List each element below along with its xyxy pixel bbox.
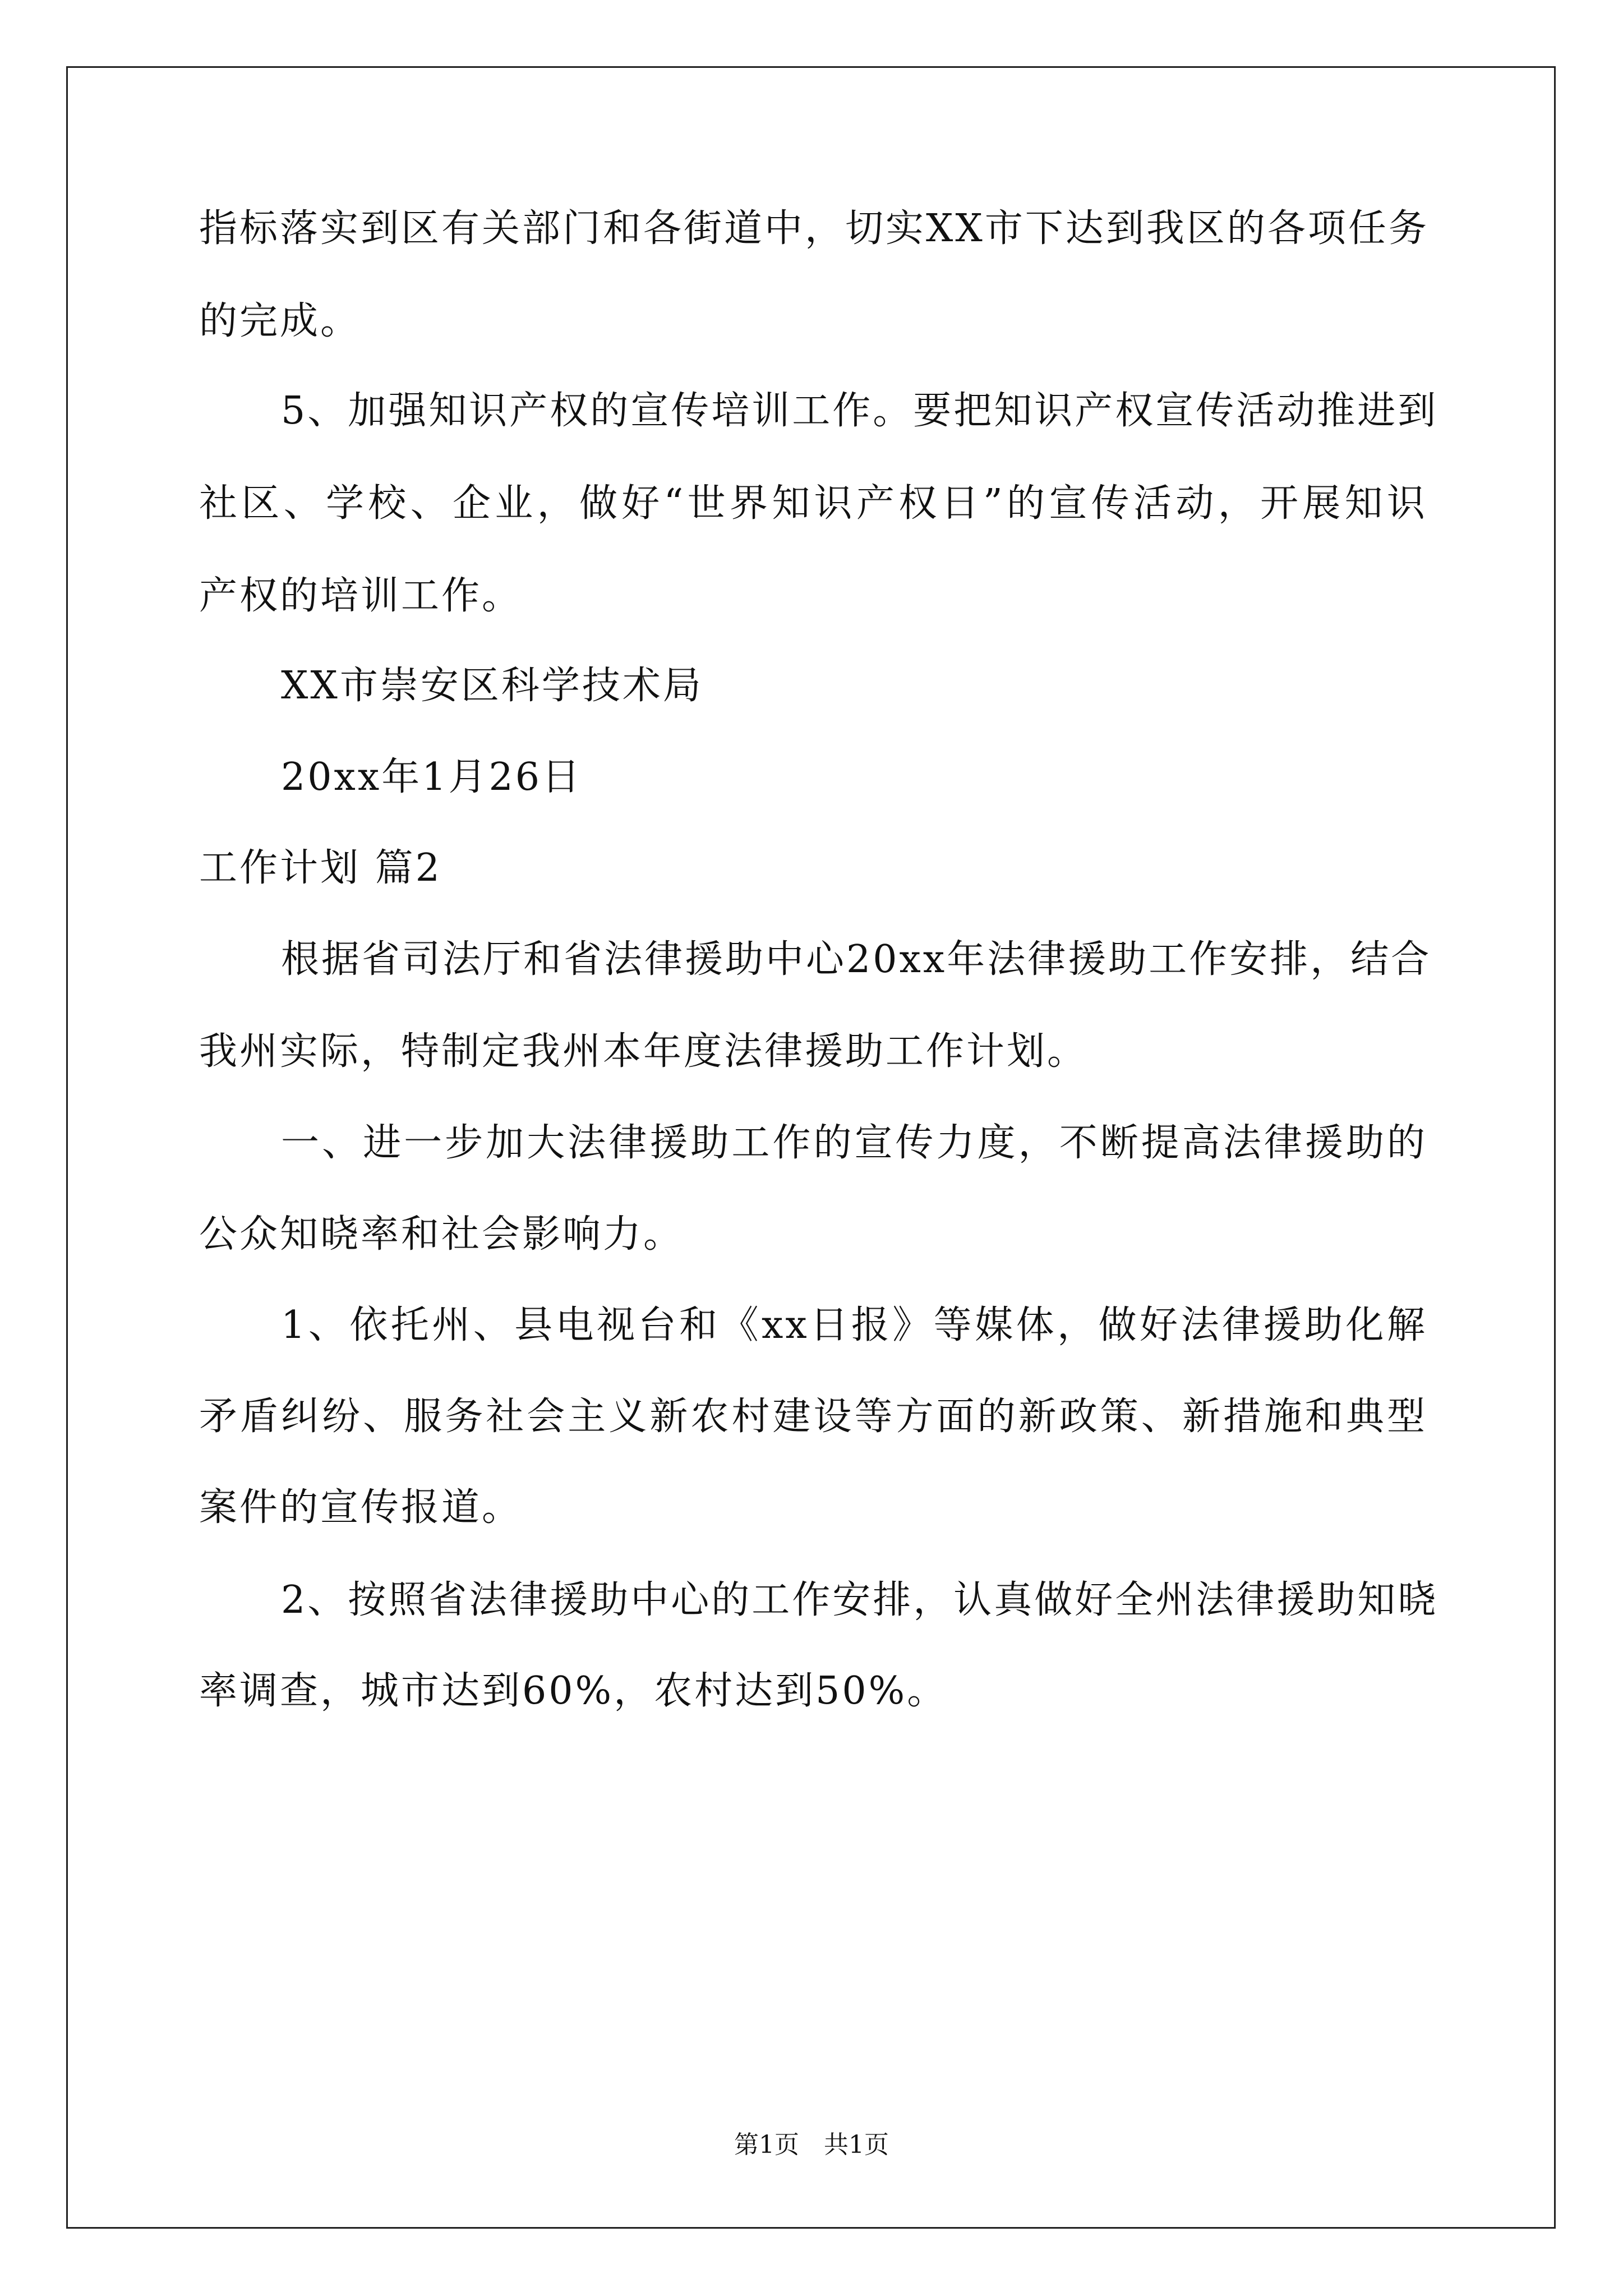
paragraph-line: 2、按照省法律援助中心的工作安排，认真做好全州法律援助知晓 — [281, 1578, 1438, 1622]
paragraph-line: 矛盾纠纷、服务社会主义新农村建设等方面的新政策、新措施和典型 — [199, 1395, 1427, 1439]
paragraph-line: 案件的宣传报道。 — [199, 1485, 523, 1530]
paragraph-line: 5、加强知识产权的宣传培训工作。要把知识产权宣传活动推进到 — [281, 389, 1438, 433]
page-footer: 第1页 共1页 — [734, 2131, 889, 2159]
paragraph-line: 社区、学校、企业，做好“世界知识产权日”的宣传活动，开展知识 — [199, 481, 1427, 526]
paragraph-line: 产权的培训工作。 — [199, 574, 523, 618]
paragraph-line: 率调查，城市达到60%，农村达到50%。 — [199, 1669, 948, 1713]
paragraph-line: 根据省司法厅和省法律援助中心20xx年法律援助工作安排，结合 — [281, 937, 1432, 982]
paragraph-line: 1、依托州、县电视台和《xx日报》等媒体，做好法律援助化解 — [281, 1303, 1427, 1347]
section-heading: 工作计划 篇2 — [199, 846, 442, 890]
signature-date: 20xx年1月26日 — [281, 755, 583, 799]
paragraph-line: 一、进一步加大法律援助工作的宣传力度，不断提高法律援助的 — [281, 1121, 1427, 1165]
paragraph-line: 公众知晓率和社会影响力。 — [199, 1212, 684, 1257]
paragraph-line: 我州实际，特制定我州本年度法律援助工作计划。 — [199, 1029, 1088, 1074]
paragraph-line: 的完成。 — [199, 299, 361, 343]
signature-organization: XX市崇安区科学技术局 — [281, 664, 703, 708]
paragraph-line: 指标落实到区有关部门和各街道中，切实XX市下达到我区的各项任务 — [199, 206, 1429, 251]
